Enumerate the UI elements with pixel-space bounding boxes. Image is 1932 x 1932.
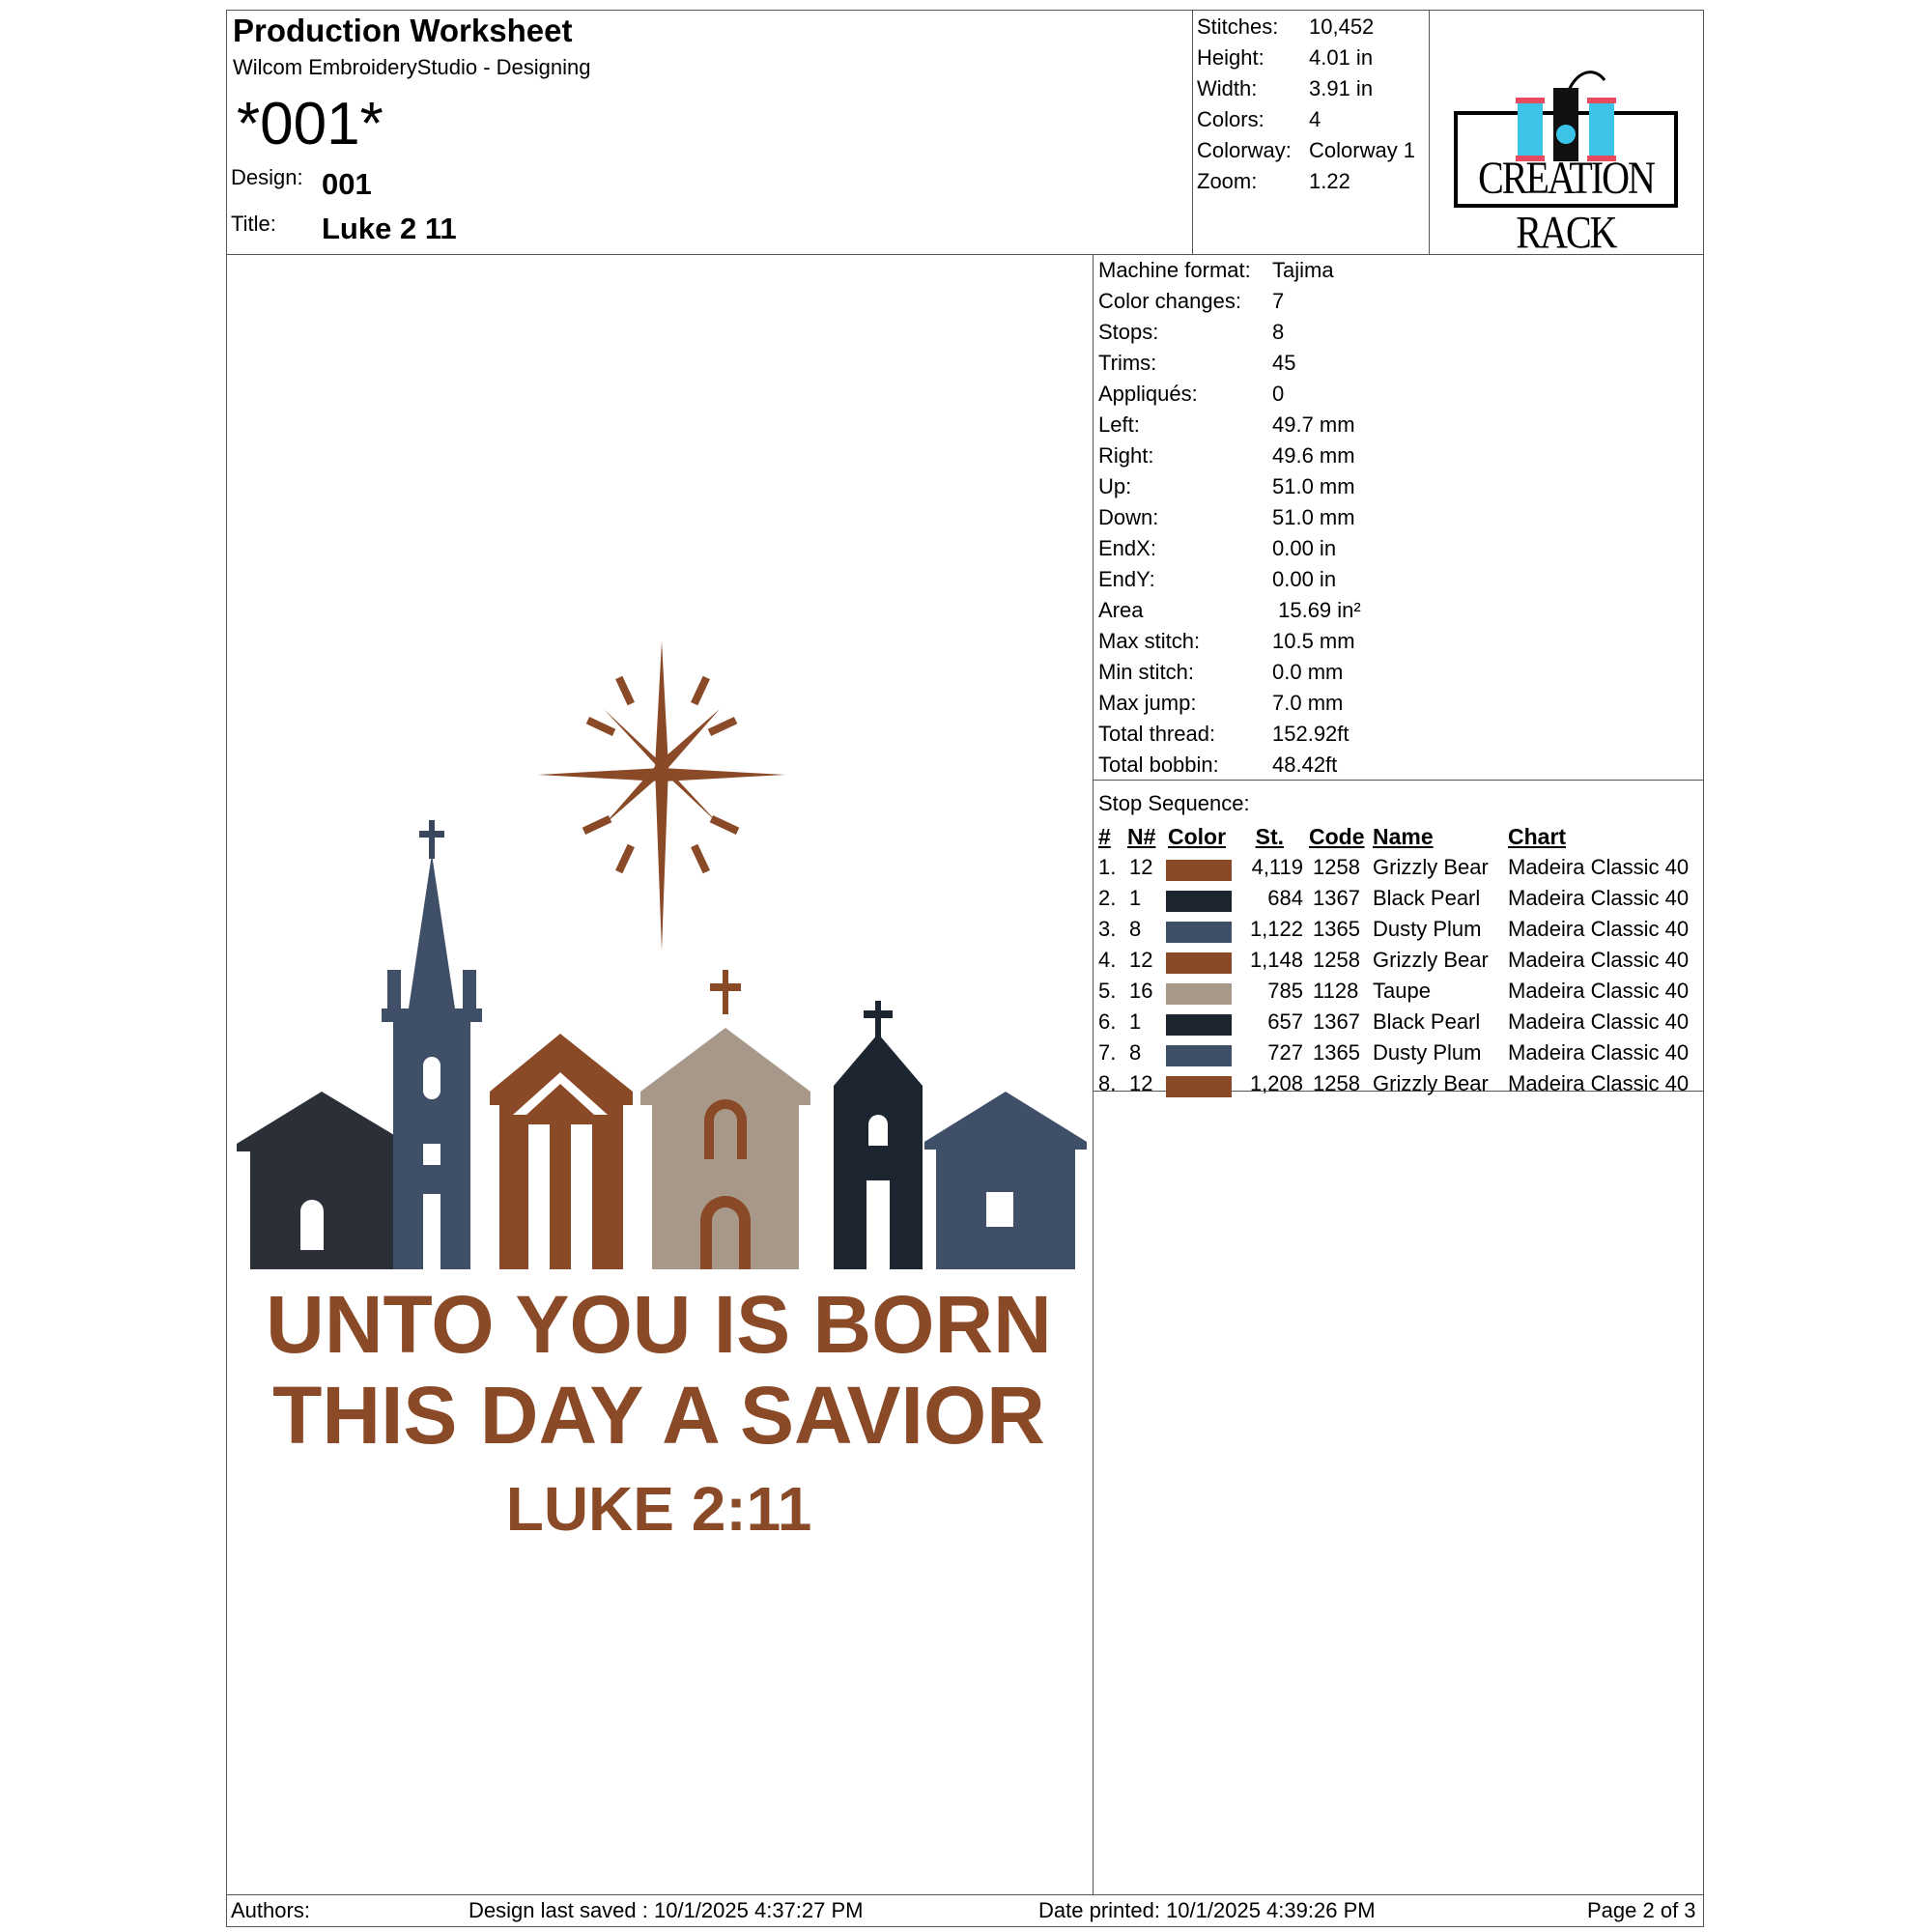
church-brown-icon: [490, 1034, 633, 1269]
machine-info-label: Stops:: [1098, 320, 1159, 344]
machine-info-value: 0.00 in: [1272, 567, 1337, 591]
stop-name-cell: Dusty Plum: [1373, 1040, 1482, 1065]
footer-page-number: Page 2 of 3: [1587, 1898, 1696, 1922]
machine-info-value: 51.0 mm: [1272, 474, 1355, 498]
stop-name-cell: Dusty Plum: [1373, 917, 1482, 941]
stop-sequence-label: Stop Sequence:: [1098, 791, 1250, 815]
stop-chart-cell: Madeira Classic 40: [1508, 979, 1690, 1003]
software-name: Wilcom EmbroideryStudio - Designing: [233, 55, 591, 79]
machine-info-value: 49.7 mm: [1272, 412, 1355, 437]
machine-info-value: 7: [1272, 289, 1285, 313]
logo-divider: [1429, 11, 1430, 254]
machine-info-label: Min stitch:: [1098, 660, 1195, 684]
machine-info-label: Machine format:: [1098, 258, 1251, 282]
machine-info-value: 45: [1272, 351, 1296, 375]
stop-chart-cell: Madeira Classic 40: [1508, 1009, 1690, 1034]
machine-info-label: Up:: [1098, 474, 1132, 498]
stop-divider: [1093, 780, 1703, 781]
machine-info-value: 0: [1272, 382, 1285, 406]
stop-name-cell: Grizzly Bear: [1373, 855, 1489, 879]
stop-num-cell: 1.: [1098, 855, 1117, 879]
stop-num-cell: 3.: [1098, 917, 1117, 941]
house-left-icon: [237, 1092, 409, 1269]
verse-reference: LUKE 2:11: [505, 1474, 812, 1544]
machine-info-value: 51.0 mm: [1272, 505, 1355, 529]
stop-header-cell: Name: [1373, 824, 1434, 849]
verse-line-1: UNTO YOU IS BORN: [266, 1279, 1052, 1370]
stop-name-cell: Black Pearl: [1373, 1009, 1481, 1034]
stop-name-cell: Black Pearl: [1373, 886, 1481, 910]
church-tower-icon: [382, 820, 482, 1269]
summary-divider: [1192, 11, 1193, 254]
logo-text: CREATION RACK: [1478, 151, 1654, 259]
stop-n-cell: 1: [1129, 886, 1142, 910]
stop-n-cell: 8: [1129, 917, 1142, 941]
summary-value: 3.91 in: [1309, 76, 1374, 100]
machine-info-label: Appliqués:: [1098, 382, 1198, 406]
stop-n-cell: 1: [1129, 1009, 1142, 1034]
summary-label: Height:: [1197, 45, 1264, 70]
stop-st-cell: 1,148: [1249, 948, 1303, 972]
stop-chart-cell: Madeira Classic 40: [1508, 855, 1690, 879]
machine-info-label: EndX:: [1098, 536, 1156, 560]
summary-label: Width:: [1197, 76, 1258, 100]
footer-authors: Authors:: [231, 1898, 310, 1922]
color-swatch: [1166, 1014, 1232, 1036]
stop-name-cell: Grizzly Bear: [1373, 1071, 1489, 1095]
machine-info-label: Color changes:: [1098, 289, 1241, 313]
stop-num-cell: 7.: [1098, 1040, 1117, 1065]
summary-label: Colors:: [1197, 107, 1264, 131]
machine-info-label: Max stitch:: [1098, 629, 1201, 653]
stop-header-cell: Color: [1168, 824, 1227, 849]
machine-info-value: Tajima: [1272, 258, 1334, 282]
summary-label: Stitches:: [1197, 14, 1279, 39]
stop-name-cell: Taupe: [1373, 979, 1431, 1003]
stop-chart-cell: Madeira Classic 40: [1508, 886, 1690, 910]
machine-info-label: Total thread:: [1098, 722, 1216, 746]
worksheet: [226, 10, 1704, 1927]
stop-n-cell: 8: [1129, 1040, 1142, 1065]
color-swatch: [1166, 891, 1232, 912]
stop-st-cell: 785: [1267, 979, 1303, 1003]
summary-value: 4: [1309, 107, 1321, 131]
stop-code-cell: 1128: [1313, 979, 1359, 1003]
machine-info-label: Area: [1098, 598, 1144, 622]
design-value: 001: [322, 167, 372, 201]
stop-n-cell: 12: [1129, 1071, 1153, 1095]
title-label: Title:: [231, 212, 276, 236]
summary-value: 4.01 in: [1309, 45, 1374, 70]
machine-info-value: 0.0 mm: [1272, 660, 1344, 684]
summary-value: 1.22: [1309, 169, 1350, 193]
stop-num-cell: 4.: [1098, 948, 1117, 972]
stop-code-cell: 1365: [1313, 917, 1360, 941]
creation-rack-logo: [1450, 59, 1682, 259]
stop-num-cell: 6.: [1098, 1009, 1117, 1034]
stop-st-cell: 684: [1267, 886, 1303, 910]
stop-header-cell: #: [1098, 824, 1111, 849]
summary-value: Colorway 1: [1309, 138, 1416, 162]
color-swatch: [1166, 1076, 1232, 1097]
summary-label: Colorway:: [1197, 138, 1292, 162]
color-swatch: [1166, 860, 1232, 881]
stop-code-cell: 1365: [1313, 1040, 1360, 1065]
stop-code-cell: 1258: [1313, 855, 1360, 879]
machine-info-label: Max jump:: [1098, 691, 1197, 715]
page-title: Production Worksheet: [233, 13, 573, 48]
info-divider: [1093, 254, 1094, 1894]
star-icon: [538, 641, 785, 951]
machine-info-value: 0.00 in: [1272, 536, 1337, 560]
embroidery-artwork: [227, 255, 1092, 1893]
stop-num-cell: 8.: [1098, 1071, 1117, 1095]
footer-divider: [227, 1894, 1703, 1895]
stop-num-cell: 2.: [1098, 886, 1117, 910]
stop-code-cell: 1367: [1313, 886, 1360, 910]
color-swatch: [1166, 1045, 1232, 1066]
stop-header-cell: N#: [1127, 824, 1156, 849]
stop-header-cell: Code: [1309, 824, 1365, 849]
stop-chart-cell: Madeira Classic 40: [1508, 948, 1690, 972]
machine-info-label: Total bobbin:: [1098, 753, 1219, 777]
machine-info-value: 7.0 mm: [1272, 691, 1344, 715]
summary-value: 10,452: [1309, 14, 1375, 39]
title-value: Luke 2 11: [322, 212, 457, 245]
stop-st-cell: 727: [1267, 1040, 1303, 1065]
stop-code-cell: 1258: [1313, 1071, 1360, 1095]
machine-info-label: Trims:: [1098, 351, 1157, 375]
stop-header-cell: Chart: [1508, 824, 1567, 849]
machine-info-label: Right:: [1098, 443, 1154, 468]
verse-line-2: THIS DAY A SAVIOR: [272, 1370, 1045, 1461]
stop-chart-cell: Madeira Classic 40: [1508, 1071, 1690, 1095]
footer-date-printed: Date printed: 10/1/2025 4:39:26 PM: [1038, 1898, 1376, 1922]
design-code: *001*: [237, 91, 384, 157]
design-label: Design:: [231, 165, 303, 189]
stop-chart-cell: Madeira Classic 40: [1508, 1040, 1690, 1065]
machine-info-value: 10.5 mm: [1272, 629, 1355, 653]
stop-code-cell: 1367: [1313, 1009, 1360, 1034]
stop-n-cell: 16: [1129, 979, 1153, 1003]
stop-n-cell: 12: [1129, 855, 1153, 879]
stop-code-cell: 1258: [1313, 948, 1360, 972]
stop-st-cell: 1,208: [1249, 1071, 1303, 1095]
stop-st-cell: 4,119: [1251, 855, 1303, 879]
design-preview: [227, 255, 1092, 1893]
machine-info-value: 15.69 in²: [1272, 598, 1361, 622]
stop-header-cell: St.: [1255, 824, 1284, 849]
church-taupe-icon: [640, 970, 810, 1269]
summary-label: Zoom:: [1197, 169, 1258, 193]
color-swatch: [1166, 922, 1232, 943]
machine-info-value: 48.42ft: [1272, 753, 1338, 777]
machine-info-label: Left:: [1098, 412, 1140, 437]
stop-name-cell: Grizzly Bear: [1373, 948, 1489, 972]
house-right-icon: [924, 1092, 1087, 1269]
stop-st-cell: 657: [1267, 1009, 1303, 1034]
machine-info-value: 49.6 mm: [1272, 443, 1355, 468]
color-swatch: [1166, 952, 1232, 974]
machine-info-value: 8: [1272, 320, 1285, 344]
church-dark-icon: [834, 1001, 923, 1269]
stop-chart-cell: Madeira Classic 40: [1508, 917, 1690, 941]
machine-info-value: 152.92ft: [1272, 722, 1350, 746]
stop-st-cell: 1,122: [1249, 917, 1303, 941]
footer-last-saved: Design last saved : 10/1/2025 4:37:27 PM: [469, 1898, 864, 1922]
machine-info-label: Down:: [1098, 505, 1159, 529]
stop-num-cell: 5.: [1098, 979, 1117, 1003]
stop-n-cell: 12: [1129, 948, 1153, 972]
color-swatch: [1166, 983, 1232, 1005]
machine-info-label: EndY:: [1098, 567, 1155, 591]
